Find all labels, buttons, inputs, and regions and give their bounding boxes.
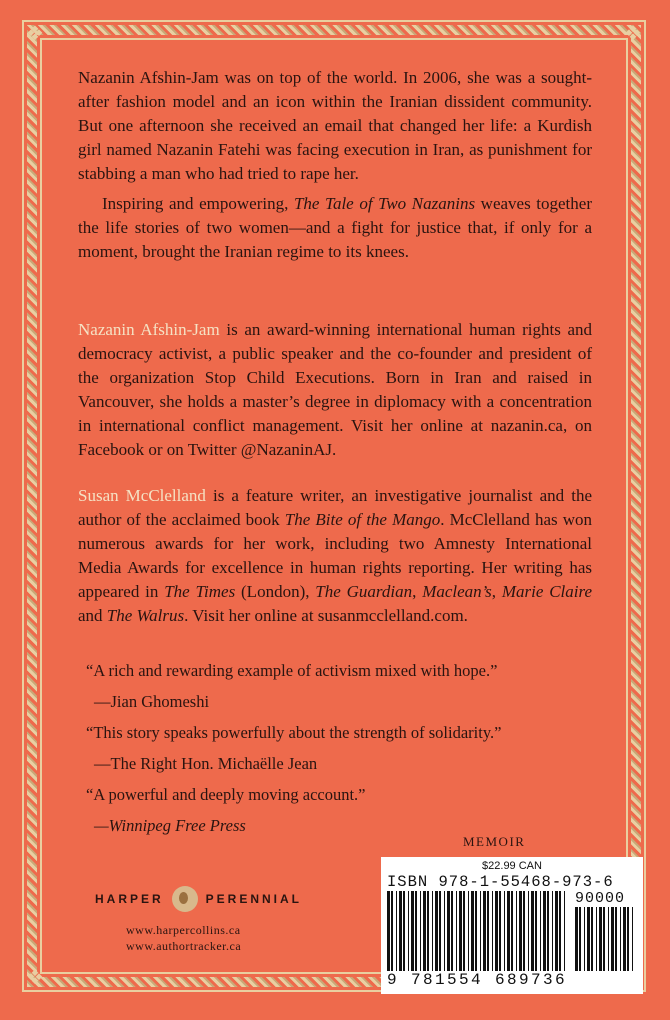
bio-text: is an award-winning international human rights and democracy activist, a public speaker and the co-founder and president of the organization Stop Child Executions. Born in Iran and raised in Vancouver, she holds a master’s degree in diplomacy with a concentration in international conflict management. Visit her online at nazanin.ca, on Facebook or on Twitter @NazaninAJ. bbox=[78, 320, 593, 459]
barcode-bar bbox=[615, 907, 617, 971]
publisher-logo bbox=[95, 886, 302, 912]
author-bio-susan bbox=[78, 484, 592, 628]
barcode-bar bbox=[415, 891, 417, 971]
barcode-bar bbox=[475, 891, 477, 971]
barcode-bar bbox=[507, 891, 510, 971]
publisher-url: www.harpercollins.ca bbox=[126, 923, 241, 937]
barcode-bar bbox=[587, 907, 590, 971]
author-name: Nazanin Afshin-Jam bbox=[78, 320, 220, 339]
barcode-bar bbox=[444, 891, 445, 971]
barcode-bar bbox=[620, 907, 621, 971]
barcode-bar bbox=[499, 891, 501, 971]
barcode-bar bbox=[603, 907, 605, 971]
barcode-bar bbox=[495, 891, 498, 971]
blurb-text: Inspiring and empowering, bbox=[102, 194, 294, 213]
barcode-bar bbox=[487, 891, 489, 971]
book-title-italic: The Tale of Two Nazanins bbox=[293, 194, 476, 213]
ean-barcode bbox=[387, 891, 569, 971]
barcode-bar bbox=[552, 891, 553, 971]
barcode-bar bbox=[411, 891, 414, 971]
barcode-bar bbox=[579, 907, 581, 971]
barcode-bar bbox=[451, 891, 453, 971]
barcode-bar bbox=[403, 891, 405, 971]
blurb-paragraph-1: Nazanin Afshin-Jam was on top of the world. In 2006, she was a sought-after fashion model and an icon within the Iranian dissident community. But one afternoon she received an email that changed her life: a Kurdish girl named Nazanin Fatehi was facing execution in Iran, as punishment for stabbing a man who had tried to rape her. bbox=[78, 68, 592, 183]
barcode-bar bbox=[519, 891, 522, 971]
barcode-bar bbox=[543, 891, 546, 971]
barcode-bar bbox=[564, 891, 565, 971]
barcode-digits: 9 781554 689736 bbox=[387, 971, 568, 989]
quote-attribution: —Winnipeg Free Press bbox=[94, 816, 246, 835]
author-name: Susan McClelland bbox=[78, 486, 206, 505]
barcode-bar bbox=[511, 891, 513, 971]
publisher-url: www.authortracker.ca bbox=[126, 939, 242, 953]
corner-ornament-icon: ❖ bbox=[26, 21, 44, 45]
publication-name: The Guardian bbox=[315, 582, 413, 601]
barcode-bar bbox=[492, 891, 493, 971]
quote-attribution: —Jian Ghomeshi bbox=[94, 692, 210, 711]
publication-name: Marie Claire bbox=[501, 582, 593, 601]
publisher-name-right: PERENNIAL bbox=[205, 892, 303, 906]
barcode-bar bbox=[423, 891, 426, 971]
barcode-bar bbox=[623, 907, 626, 971]
barcode-bar bbox=[608, 907, 609, 971]
barcode-bar bbox=[531, 891, 534, 971]
barcode-bar bbox=[468, 891, 469, 971]
bio-text: . McClelland has won numerous awards for her work, including two Amnesty International Media Awards for excellence in human rights reporting. Her writing has appeared in bbox=[78, 510, 592, 601]
barcode-bar bbox=[627, 907, 629, 971]
publication-name: The Walrus bbox=[106, 606, 185, 625]
book-blurb bbox=[78, 66, 592, 264]
barcode-bar bbox=[632, 907, 633, 971]
barcode-bar bbox=[504, 891, 505, 971]
bio-text: , bbox=[491, 582, 502, 601]
barcode-bar bbox=[391, 891, 393, 971]
corner-ornament-icon: ❖ bbox=[624, 21, 642, 45]
quote-text: “This story speaks powerfully about the strength of solidarity.” bbox=[86, 723, 502, 742]
quote-attribution: —The Right Hon. Michaëlle Jean bbox=[94, 754, 318, 773]
category-label: MEMOIR bbox=[463, 834, 526, 849]
book-title-italic: The Bite of the Mango bbox=[284, 510, 441, 529]
barcode-bar bbox=[459, 891, 462, 971]
barcode-bar bbox=[456, 891, 457, 971]
barcode-bar bbox=[540, 891, 541, 971]
barcode-bar bbox=[535, 891, 537, 971]
flame-logo-icon bbox=[172, 886, 198, 912]
barcode-bar bbox=[611, 907, 614, 971]
price-label: $22.99 CAN bbox=[482, 860, 542, 872]
barcode-bar bbox=[483, 891, 486, 971]
barcode-bar bbox=[439, 891, 441, 971]
bio-text: . Visit her online at susanmcclelland.com. bbox=[184, 606, 468, 625]
author-bio-nazanin bbox=[78, 318, 592, 462]
bio-text: and bbox=[78, 606, 107, 625]
barcode-bar bbox=[427, 891, 429, 971]
barcode-bar bbox=[591, 907, 593, 971]
blurb-text: weaves together the life stories of two women—and a fight for justice that, if only for a moment, brought the Iranian regime to its knees. bbox=[78, 194, 592, 261]
price-addon-code: 90000 bbox=[575, 890, 626, 907]
corner-ornament-icon: ❖ bbox=[26, 965, 44, 989]
barcode-bar bbox=[528, 891, 529, 971]
publisher-urls bbox=[126, 922, 241, 954]
publication-name: Maclean’s bbox=[422, 582, 492, 601]
barcode-bar bbox=[559, 891, 561, 971]
publication-name: The Times bbox=[164, 582, 236, 601]
bio-text: (London), bbox=[235, 582, 316, 601]
isbn-text: ISBN 978-1-55468-973-6 bbox=[387, 873, 614, 891]
barcode-bar bbox=[523, 891, 525, 971]
barcode-bar bbox=[480, 891, 481, 971]
barcode-bar bbox=[584, 907, 585, 971]
quote-text: “A powerful and deeply moving account.” bbox=[86, 785, 366, 804]
barcode-bar bbox=[399, 891, 402, 971]
bio-text: , bbox=[412, 582, 423, 601]
barcode-bar bbox=[432, 891, 433, 971]
barcode-bar bbox=[547, 891, 549, 971]
barcode-bar bbox=[463, 891, 465, 971]
barcode-bar bbox=[599, 907, 602, 971]
barcode-bar bbox=[516, 891, 517, 971]
barcode-bar bbox=[596, 907, 597, 971]
publisher-name-left: HARPER bbox=[95, 892, 164, 906]
barcode-bar bbox=[447, 891, 450, 971]
barcode-bar bbox=[575, 907, 578, 971]
barcode-bar bbox=[420, 891, 421, 971]
addon-barcode bbox=[575, 907, 637, 971]
barcode-bar bbox=[435, 891, 438, 971]
barcode-bar bbox=[555, 891, 558, 971]
quote-text: “A rich and rewarding example of activism mixed with hope.” bbox=[86, 661, 498, 680]
barcode-panel bbox=[381, 857, 643, 994]
barcode-bar bbox=[396, 891, 397, 971]
review-quotes bbox=[86, 660, 556, 846]
barcode-bar bbox=[471, 891, 474, 971]
bio-text: is a feature writer, an investigative journalist and the author of the acclaimed book bbox=[78, 486, 592, 529]
blurb-paragraph-2 bbox=[78, 192, 592, 264]
barcode-bar bbox=[408, 891, 409, 971]
barcode-bar bbox=[387, 891, 390, 971]
